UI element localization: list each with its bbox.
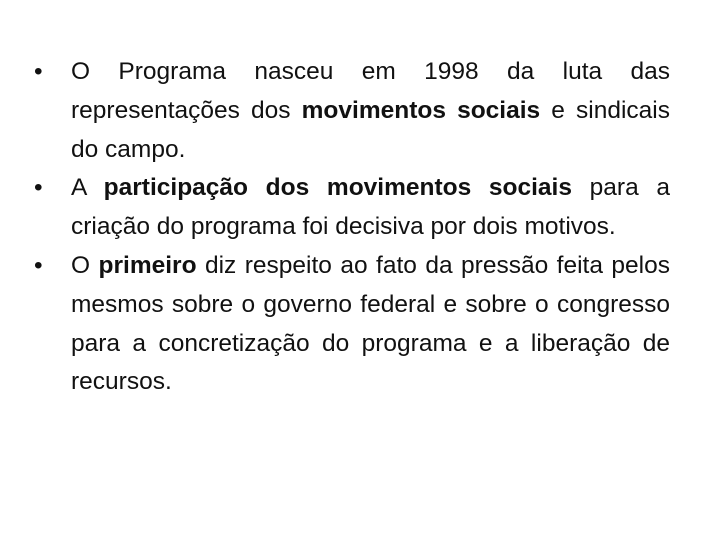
bullet-emphasis: primeiro xyxy=(98,251,197,279)
bullet-item-3 xyxy=(34,247,670,402)
bullet-text: diz respeito ao fato da pressão feita pelos mesmos sobre o governo federal e sobre o congresso para a concretização do programa e a liberação de recursos. xyxy=(71,251,670,396)
bullet-marker: • xyxy=(34,58,43,85)
bullet-text: para a criação do programa foi decisiva por dois motivos. xyxy=(71,174,670,241)
bullet-emphasis: participação dos movimentos sociais xyxy=(103,174,572,202)
bullet-text: e sindicais do campo. xyxy=(71,96,671,163)
bullet-marker: • xyxy=(34,174,43,202)
bullet-text: A xyxy=(71,174,104,202)
bullet-text: O Programa nasceu em 1998 da luta das representações dos xyxy=(71,58,670,124)
bullet-emphasis: movimentos sociais xyxy=(301,96,541,124)
bullet-marker: • xyxy=(34,251,43,279)
bullet-item-1 xyxy=(34,53,670,169)
bullet-list xyxy=(34,53,670,402)
bullet-item-2 xyxy=(34,169,670,247)
bullet-text: O xyxy=(71,251,99,279)
